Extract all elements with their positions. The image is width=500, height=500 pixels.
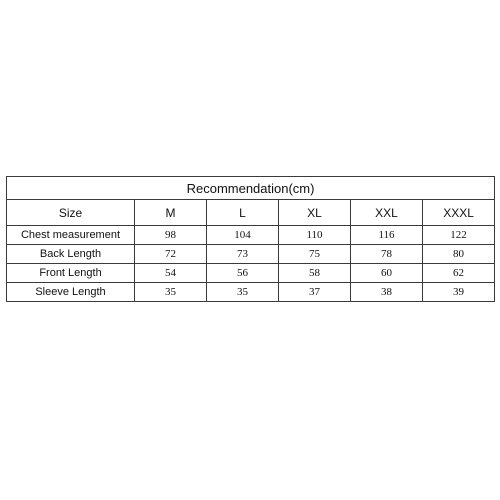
table-row-chest: [7, 226, 495, 245]
row-label-back-length: Back Length: [7, 245, 135, 264]
table-row-back-length: [7, 245, 495, 264]
table-cell: 35: [207, 283, 279, 302]
header-size-l: L: [207, 200, 279, 226]
header-size-xxxl: XXXL: [423, 200, 495, 226]
header-size-label: Size: [7, 200, 135, 226]
table-title-row: [7, 177, 495, 200]
header-size-xl: XL: [279, 200, 351, 226]
row-label-chest: Chest measurement: [7, 226, 135, 245]
table-cell: 98: [135, 226, 207, 245]
table-cell: 62: [423, 264, 495, 283]
table-title: Recommendation(cm): [7, 177, 495, 200]
table-header-row: [7, 200, 495, 226]
table-cell: 116: [351, 226, 423, 245]
row-label-sleeve-length: Sleeve Length: [7, 283, 135, 302]
table-cell: 104: [207, 226, 279, 245]
size-chart-table: [6, 176, 495, 302]
table-cell: 39: [423, 283, 495, 302]
table-cell: 78: [351, 245, 423, 264]
row-label-front-length: Front Length: [7, 264, 135, 283]
table-cell: 75: [279, 245, 351, 264]
table-cell: 58: [279, 264, 351, 283]
table-cell: 122: [423, 226, 495, 245]
table-row-sleeve-length: [7, 283, 495, 302]
header-size-m: M: [135, 200, 207, 226]
table-cell: 56: [207, 264, 279, 283]
table-cell: 37: [279, 283, 351, 302]
table-cell: 73: [207, 245, 279, 264]
table-row-front-length: [7, 264, 495, 283]
table-cell: 38: [351, 283, 423, 302]
table-cell: 54: [135, 264, 207, 283]
table-cell: 35: [135, 283, 207, 302]
table-cell: 72: [135, 245, 207, 264]
table-cell: 60: [351, 264, 423, 283]
header-size-xxl: XXL: [351, 200, 423, 226]
table-cell: 80: [423, 245, 495, 264]
table-cell: 110: [279, 226, 351, 245]
